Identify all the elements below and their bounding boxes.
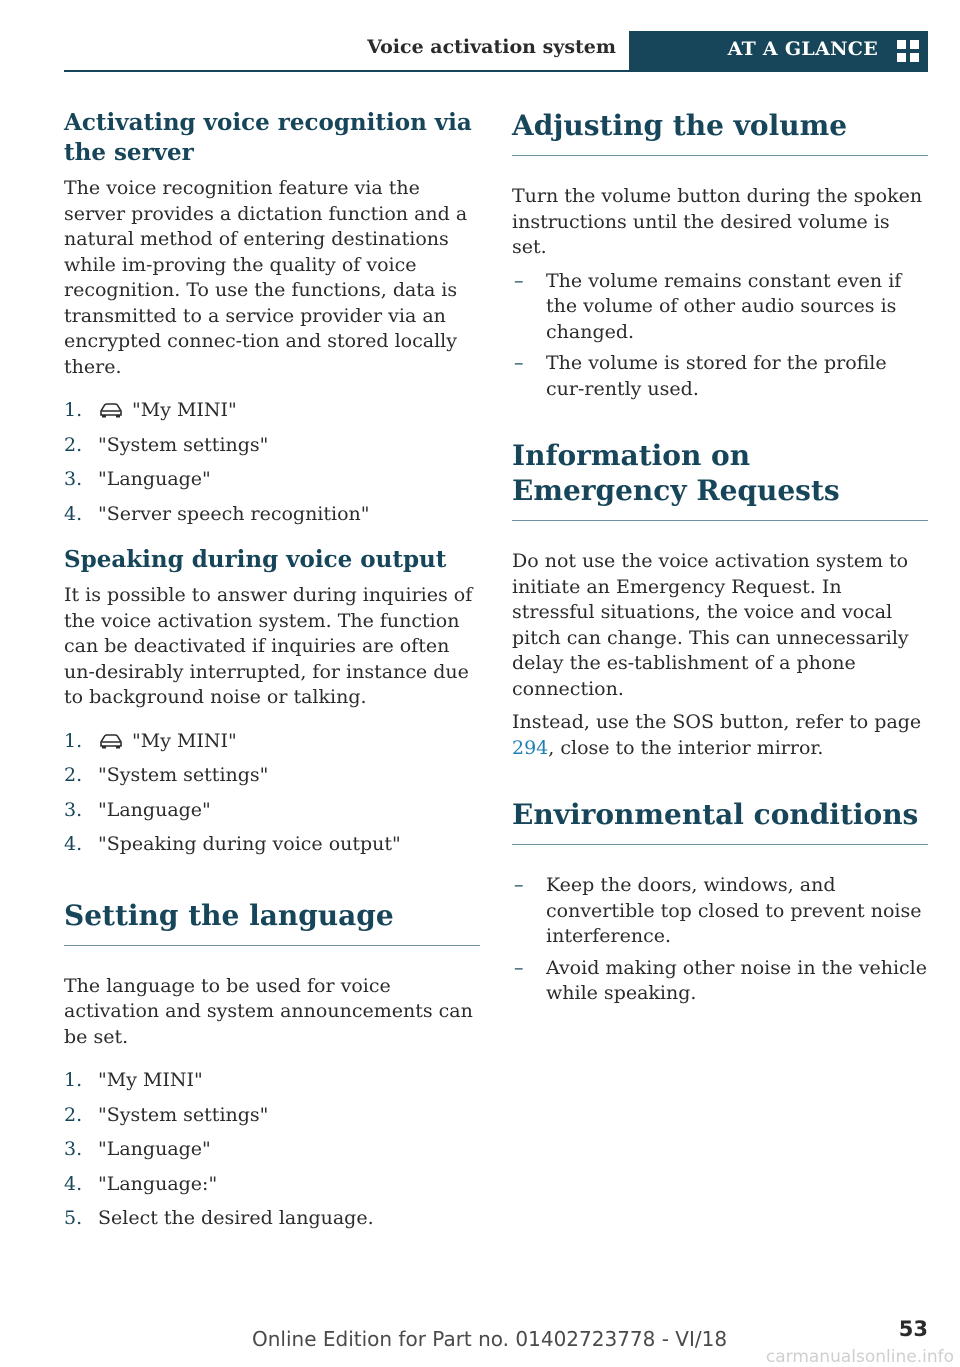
section-title: Voice activation system xyxy=(367,36,616,58)
list-item xyxy=(64,398,480,424)
car-icon xyxy=(98,402,124,418)
bullet-text: Keep the doors, windows, and convertible top closed to prevent noise interference. xyxy=(546,874,922,947)
list-item xyxy=(64,832,480,858)
speaking-heading: Speaking during voice output xyxy=(64,546,447,573)
header-divider xyxy=(64,70,928,72)
right-column xyxy=(512,108,928,1013)
emergency-body: Do not use the voice activation system to initiate an Emergency Request. In stressful situations, the voice and vocal pitch can change. This can unnecessarily delay the es‐tablishment of a phone connection. xyxy=(512,550,909,700)
step-number: 1. xyxy=(64,729,83,752)
environment-section xyxy=(512,797,928,1007)
step-text: "My MINI" xyxy=(132,399,237,421)
volume-section xyxy=(512,108,928,402)
step-number: 1. xyxy=(64,399,83,421)
step-text: "Language" xyxy=(98,798,211,821)
step-number: 2. xyxy=(64,433,83,456)
grid-icon xyxy=(897,40,919,62)
dash-icon: – xyxy=(514,874,524,896)
step-number: 2. xyxy=(64,1103,83,1126)
server-section xyxy=(64,108,480,527)
volume-bullets xyxy=(512,269,928,403)
step-number: 3. xyxy=(64,1138,83,1160)
step-text: "My MINI" xyxy=(132,729,237,752)
left-column xyxy=(64,108,480,1241)
list-item xyxy=(64,502,480,528)
step-number: 5. xyxy=(64,1207,83,1229)
list-item xyxy=(64,1137,480,1163)
dash-icon: – xyxy=(514,269,524,292)
emergency-section xyxy=(512,438,928,761)
list-item xyxy=(64,763,480,789)
step-text: "Language:" xyxy=(98,1172,218,1195)
bullet-text: The volume remains constant even if the volume of other audio sources is changed. xyxy=(546,269,902,343)
list-item xyxy=(64,1206,480,1232)
list-item xyxy=(512,351,928,402)
sos-note-suffix: , close to the interior mirror. xyxy=(548,736,824,759)
chapter-tab[interactable] xyxy=(629,31,928,72)
language-heading: Setting the language xyxy=(64,898,394,932)
speaking-steps xyxy=(64,729,480,858)
volume-body: Turn the volume button during the spoken instructions until the desired volume is set. xyxy=(512,185,923,258)
bullet-text: The volume is stored for the profile cur‐rently used. xyxy=(546,352,887,400)
step-number: 1. xyxy=(64,1069,83,1091)
emergency-heading: Information on Emergency Requests xyxy=(512,439,840,507)
step-text: "System settings" xyxy=(98,433,269,456)
list-item xyxy=(512,269,928,346)
server-body: The voice recognition feature via the server provides a dictation function and a natural method of entering destinations while im‐proving the quality of voice recognition. To use the functions, data is transmitted to a service provider via an encrypted connec‐tion and stored locally there. xyxy=(64,177,468,378)
step-text: "System settings" xyxy=(98,764,269,786)
speaking-body: It is possible to answer during inquiries of the voice activation system. The function can be deactivated if inquiries are often un‐desirably interrupted, for instance due to background noise or talking. xyxy=(64,584,473,708)
sos-note-text: Instead, use the SOS button, refer to page xyxy=(512,711,922,733)
environment-heading: Environmental conditions xyxy=(512,798,919,831)
server-heading: Activating voice recognition via the server xyxy=(64,109,472,166)
list-item xyxy=(64,798,480,824)
dash-icon: – xyxy=(514,352,524,374)
step-text: Select the desired language. xyxy=(98,1207,374,1229)
page-number: 53 xyxy=(898,1317,928,1341)
list-item xyxy=(512,956,928,1007)
bullet-text: Avoid making other noise in the vehicle while speaking. xyxy=(546,956,928,1004)
dash-icon: – xyxy=(514,956,524,979)
step-text: "My MINI" xyxy=(98,1069,203,1091)
list-item xyxy=(64,433,480,459)
edition-note: Online Edition for Part no. 01402723778 - VI/18 xyxy=(252,1327,728,1351)
emergency-sos-note xyxy=(512,710,928,761)
step-text: "Server speech recognition" xyxy=(98,502,370,525)
list-item xyxy=(64,1172,480,1198)
language-section xyxy=(64,898,480,1232)
section-divider xyxy=(512,520,928,521)
step-number: 4. xyxy=(64,502,83,525)
language-body: The language to be used for voice activation and system announcements can be set. xyxy=(64,974,473,1048)
car-icon xyxy=(98,733,124,749)
step-text: "Speaking during voice output" xyxy=(98,833,401,855)
environment-bullets xyxy=(512,873,928,1007)
step-number: 4. xyxy=(64,1172,83,1195)
step-number: 3. xyxy=(64,798,83,821)
step-text: "Language" xyxy=(98,468,211,490)
step-number: 4. xyxy=(64,833,83,855)
list-item xyxy=(64,1068,480,1094)
list-item xyxy=(64,729,480,755)
list-item xyxy=(64,1103,480,1129)
list-item xyxy=(64,467,480,493)
language-steps xyxy=(64,1068,480,1232)
step-number: 2. xyxy=(64,764,83,786)
step-text: "System settings" xyxy=(98,1103,269,1126)
chapter-label: AT A GLANCE xyxy=(727,38,878,60)
section-divider xyxy=(512,155,928,156)
server-steps xyxy=(64,398,480,527)
section-divider xyxy=(64,945,480,946)
speaking-section xyxy=(64,545,480,858)
watermark: carmanualsonline.info xyxy=(765,1347,954,1367)
step-number: 3. xyxy=(64,468,83,490)
step-text: "Language" xyxy=(98,1138,211,1160)
page-link[interactable]: 294 xyxy=(512,736,549,759)
section-divider xyxy=(512,844,928,845)
list-item xyxy=(512,873,928,950)
volume-heading: Adjusting the volume xyxy=(512,109,848,142)
